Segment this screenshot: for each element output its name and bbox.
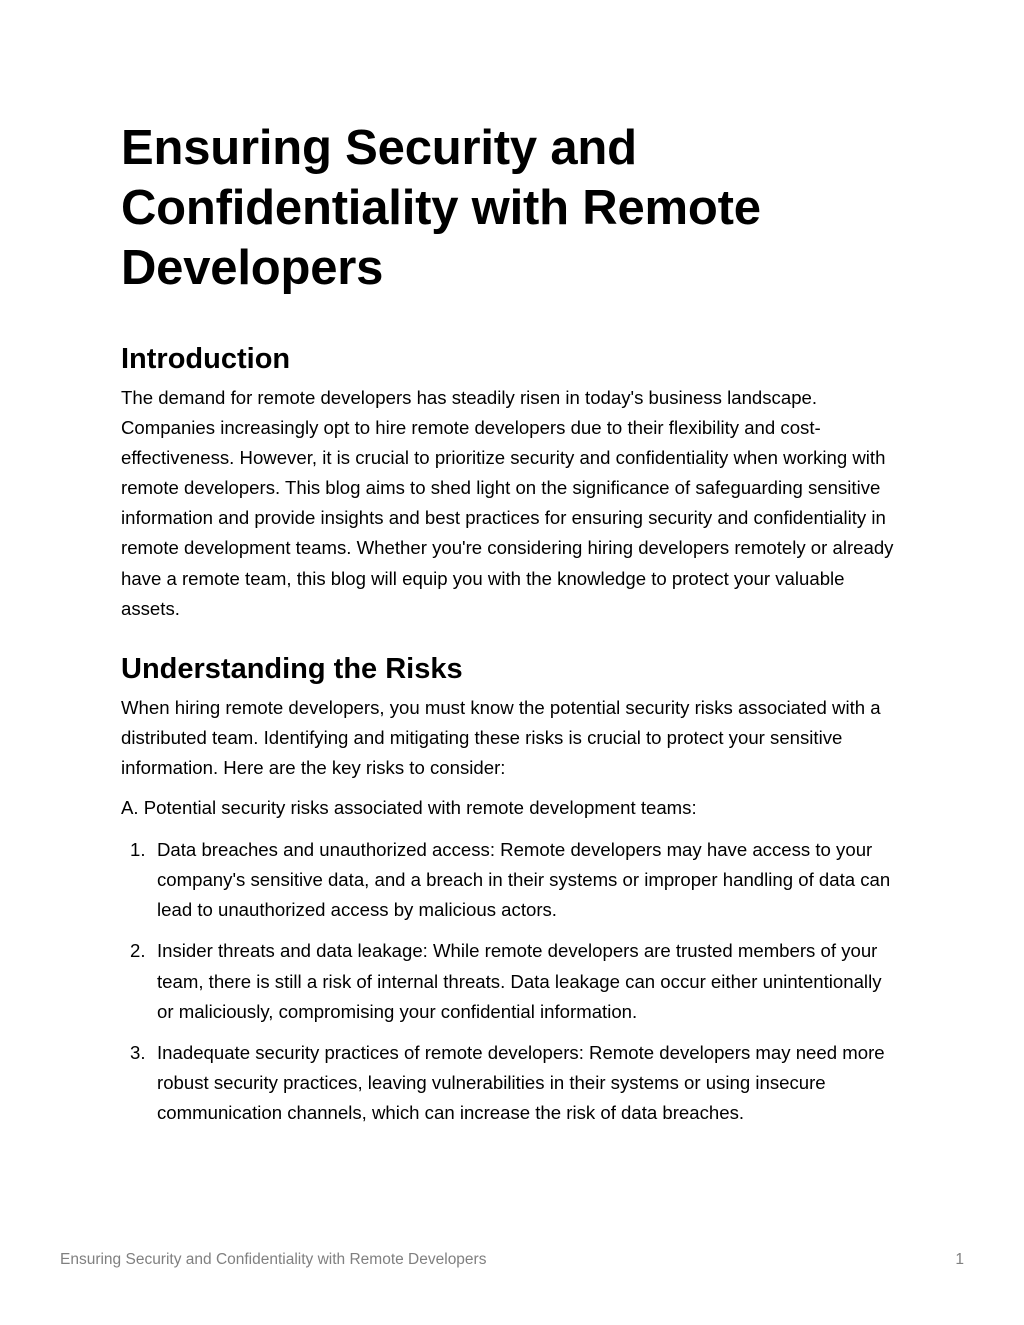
risks-paragraph: When hiring remote developers, you must know the potential security risks associated with a distributed team. Identifying and mitigating these risks is crucial to protect your sensitive information. Here are the key risks to consider: <box>121 696 881 778</box>
list-item-text: Data breaches and unauthorized access: Remote developers may have access to your company's sensitive data, and a breach in their systems or improper handling of data can lead to unauthorized access by malicious actors. <box>157 839 891 921</box>
document-title: Ensuring Security and Confidentiality with Remote Developers <box>121 121 761 295</box>
list-item-text: Insider threats and data leakage: While remote developers are trusted members of your team, there is still a risk of internal threats. Data leakage can occur either unintentionally or maliciously, compromising your confidential information. <box>157 940 882 1022</box>
list-item-number: 3. <box>130 1041 146 1063</box>
risks-list-lead: A. Potential security risks associated with remote development teams: <box>121 797 697 819</box>
list-item-text: Inadequate security practices of remote developers: Remote developers may need more robust security practices, leaving vulnerabilities in their systems or using insecure communication channels, which can increase the risk of data breaches. <box>157 1041 885 1123</box>
list-item <box>121 936 901 1026</box>
footer-running-title: Ensuring Security and Confidentiality with Remote Developers <box>60 1251 487 1268</box>
list-item <box>121 835 901 925</box>
section-heading-understanding-risks: Understanding the Risks <box>121 652 463 685</box>
list-item <box>121 1038 901 1128</box>
risks-list <box>121 835 901 1128</box>
document-page <box>121 118 901 1139</box>
page-footer <box>60 1251 964 1269</box>
list-item-number: 2. <box>130 940 146 962</box>
footer-page-number: 1 <box>955 1251 964 1268</box>
introduction-paragraph: The demand for remote developers has steadily risen in today's business landscape. Companies increasingly opt to hire remote developers due to their flexibility and cost-effectiveness. However, it is crucial to prioritize security and confidentiality when working with remote developers. This blog aims to shed light on the significance of safeguarding sensitive information and provide insights and best practices for ensuring security and confidentiality in remote development teams. Whether you're considering hiring developers remotely or already have a remote team, this blog will equip you with the knowledge to protect your valuable assets. <box>121 387 894 619</box>
list-item-number: 1. <box>130 839 146 861</box>
section-heading-introduction: Introduction <box>121 343 291 375</box>
